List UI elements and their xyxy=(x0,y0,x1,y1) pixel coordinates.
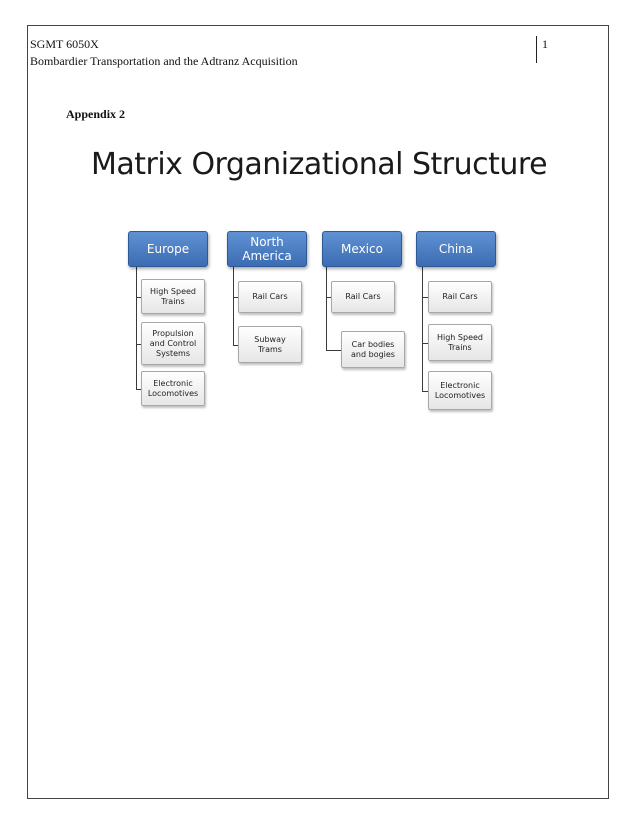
branch-head-3: China xyxy=(416,231,496,267)
branch-item-0-2: Electronic Locomotives xyxy=(141,371,205,406)
branch-item-1-0: Rail Cars xyxy=(238,281,302,313)
appendix-label: Appendix 2 xyxy=(66,107,126,121)
diagram-title: Matrix Organizational Structure xyxy=(90,147,548,182)
branch-item-0-0: High Speed Trains xyxy=(141,279,205,314)
branch-item-3-0: Rail Cars xyxy=(428,281,492,313)
connector-vertical xyxy=(233,267,234,345)
connector-vertical xyxy=(422,267,423,391)
branch-head-0: Europe xyxy=(128,231,208,267)
page-number: 1 xyxy=(542,37,548,51)
connector-vertical xyxy=(326,267,327,350)
header-subtitle: Bombardier Transportation and the Adtranz Acquisition xyxy=(30,54,298,68)
branch-item-0-1: Propulsion and Control Systems xyxy=(141,322,205,365)
connector-horizontal xyxy=(326,350,341,351)
branch-item-2-1: Car bodies and bogies xyxy=(341,331,405,368)
branch-item-3-1: High Speed Trains xyxy=(428,324,492,361)
connector-vertical xyxy=(136,267,137,389)
header-course: SGMT 6050X xyxy=(30,37,99,51)
branch-head-2: Mexico xyxy=(322,231,402,267)
branch-item-3-2: Electronic Locomotives xyxy=(428,371,492,410)
branch-item-1-1: Subway Trams xyxy=(238,326,302,363)
branch-head-1: North America xyxy=(227,231,307,267)
branch-item-2-0: Rail Cars xyxy=(331,281,395,313)
